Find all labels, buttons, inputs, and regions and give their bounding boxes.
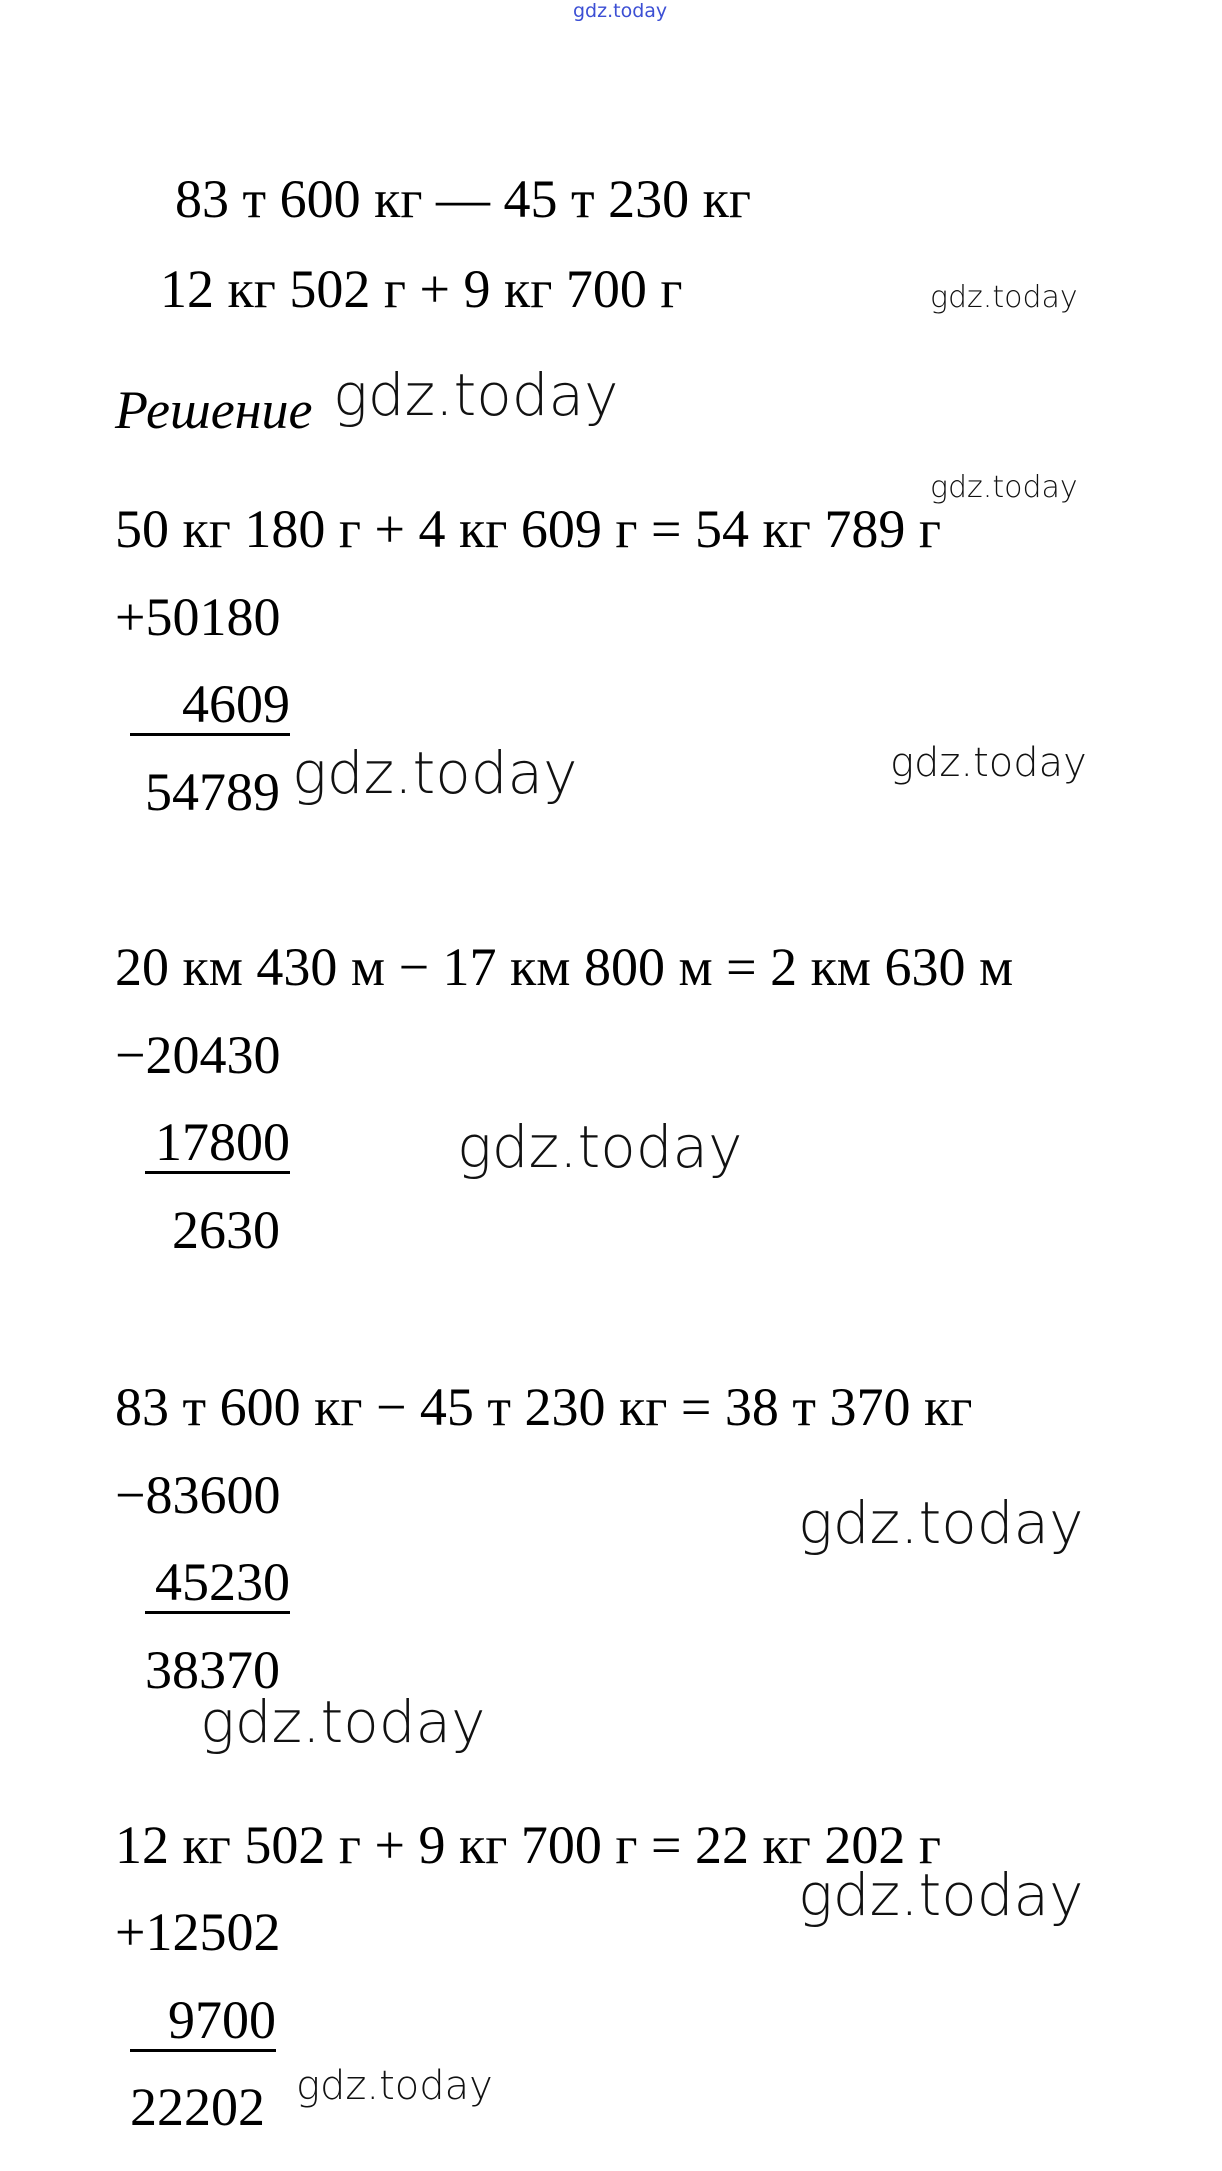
result-1: 54789 xyxy=(145,762,280,822)
equation-4: 12 кг 502 г + 9 кг 700 г = 22 кг 202 г xyxy=(115,1815,942,1875)
solution-heading: Решение xyxy=(115,380,313,440)
operand-4-1: +12502 xyxy=(115,1902,281,1962)
watermark: gdz.today xyxy=(930,470,1078,505)
equation-2: 20 км 430 м − 17 км 800 м = 2 км 630 м xyxy=(115,937,1014,997)
task-line-1: 83 т 600 кг — 45 т 230 кг xyxy=(175,169,751,229)
result-3: 38370 xyxy=(145,1640,280,1700)
watermark: gdz.today xyxy=(333,361,619,429)
watermark: gdz.today xyxy=(798,1489,1084,1557)
operand-3-1: −83600 xyxy=(115,1465,281,1525)
watermark: gdz.today xyxy=(296,2063,493,2109)
operand-4-2: 9700 xyxy=(130,1993,276,2052)
watermark: gdz.today xyxy=(890,740,1087,786)
task-line-2: 12 кг 502 г + 9 кг 700 г xyxy=(160,259,683,319)
operand-2-1: −20430 xyxy=(115,1025,281,1085)
equation-3: 83 т 600 кг − 45 т 230 кг = 38 т 370 кг xyxy=(115,1377,973,1437)
operand-2-2: 17800 xyxy=(145,1115,290,1174)
watermark: gdz.today xyxy=(930,280,1078,315)
equation-1: 50 кг 180 г + 4 кг 609 г = 54 кг 789 г xyxy=(115,499,942,559)
watermark: gdz.today xyxy=(200,1688,486,1756)
watermark: gdz.today xyxy=(292,739,578,807)
watermark-top: gdz.today xyxy=(573,0,668,22)
result-4: 22202 xyxy=(130,2077,265,2137)
operand-1-1: +50180 xyxy=(115,587,281,647)
watermark: gdz.today xyxy=(457,1113,743,1181)
result-2: 2630 xyxy=(172,1200,280,1260)
operand-3-2: 45230 xyxy=(145,1555,290,1614)
watermark: gdz.today xyxy=(798,1861,1084,1929)
operand-1-2: 4609 xyxy=(130,677,290,736)
